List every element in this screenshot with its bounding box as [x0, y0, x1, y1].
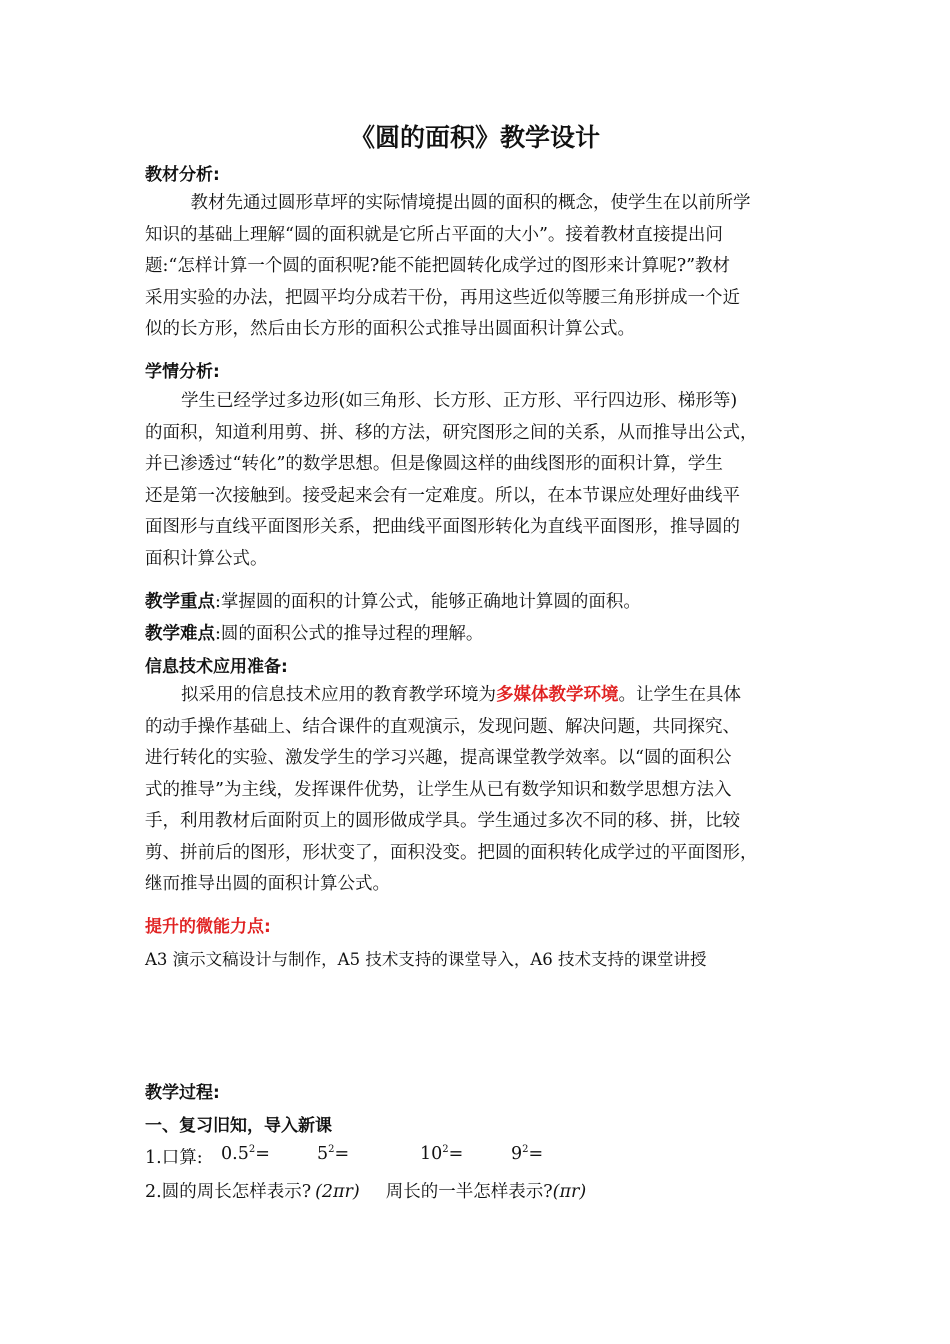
textbook-analysis-heading: 教材分析: [145, 165, 220, 185]
document-title: 《圆的面积》教学设计 [349, 123, 600, 152]
calc-equals: = [334, 1144, 350, 1164]
it-preparation-heading: 信息技术应用准备: [145, 657, 288, 677]
paragraph-line: 学生已经学过多边形(如三角形、长方形、正方形、平行四边形、梯形等) [181, 391, 738, 411]
paragraph-line: 剪、拼前后的图形，形状变了，面积没变。把圆的面积转化成学过的平面图形， [145, 842, 758, 863]
paragraph-line: 的面积，知道利用剪、拼、移的方法，研究图形之间的关系，从而推导出公式， [145, 422, 758, 443]
calc-equals: = [255, 1144, 270, 1164]
circumference-question-line [145, 1178, 586, 1203]
it-preparation-paragraph [145, 680, 805, 901]
paragraph-line: 面图形与直线平面图形关系，把曲线平面图形转化为直线平面图形，推导圆的 [145, 517, 740, 537]
half-circumference-answer: (πr) [552, 1182, 587, 1202]
process-heading: 教学过程: [145, 1083, 220, 1103]
key-point-label: 教学重点 [145, 592, 215, 612]
paragraph-line [145, 680, 805, 712]
paragraph-line: 式的推导”为主线，发挥课件优势，让学生从已有数学知识和数学思想方法入 [145, 779, 732, 800]
calc-item [420, 1144, 463, 1164]
paragraph-line: 手，利用教材后面附页上的圆形做成学具。学生通过多次不同的移、拼，比较 [145, 811, 740, 831]
mental-calc-line [145, 1144, 745, 1170]
paragraph-line: 面积计算公式。 [145, 548, 268, 569]
paragraph-line: 进行转化的实验、激发学生的学习兴趣，提高课堂教学效率。以“圆的面积公 [145, 748, 732, 768]
paragraph-line: 似的长方形，然后由长方形的面积公式推导出圆面积计算公式。 [145, 319, 635, 339]
calc-item [221, 1144, 270, 1164]
calc-prefix: 1.口算: [145, 1148, 203, 1168]
paragraph-line: 的动手操作基础上、结合课件的直观演示，发现问题、解决问题，共同探究、 [145, 716, 740, 737]
calc-base: 9 [511, 1144, 523, 1164]
calc-exponent: 2 [442, 1144, 449, 1156]
paragraph-line: 还是第一次接触到。接受起来会有一定难度。所以，在本节课应处理好曲线平 [145, 485, 740, 506]
paragraph-line: 并已渗透过“转化”的数学思想。但是像圆这样的曲线图形的面积计算，学生 [145, 454, 723, 474]
difficult-point-line [145, 620, 483, 645]
calc-equals: = [448, 1144, 464, 1164]
calc-base: 5 [317, 1144, 329, 1164]
key-point-text: :掌握圆的面积的计算公式，能够正确地计算圆的面积。 [215, 592, 641, 612]
paragraph-line: 题:“怎样计算一个圆的面积呢?能不能把圆转化成学过的图形来计算呢?”教材 [145, 256, 731, 276]
calc-exponent: 2 [248, 1144, 256, 1156]
calc-base: 10 [420, 1144, 443, 1164]
student-analysis-heading: 学情分析: [145, 362, 220, 382]
circumference-answer: (2πr) [315, 1182, 360, 1202]
calc-base: 0.5 [221, 1144, 249, 1164]
half-circumference-question: 周长的一半怎样表示? [385, 1182, 553, 1202]
highlight-multimedia-environment: 多媒体教学环境 [496, 685, 619, 705]
paragraph-line: 教材先通过圆形草坪的实际情境提出圆的面积的概念，使学生在以前所学 [173, 193, 751, 213]
it-line-suffix: 。让学生在具体 [618, 685, 741, 705]
paragraph-line: 知识的基础上理解“圆的面积就是它所占平面的大小”。接着教材直接提出问 [145, 224, 723, 245]
calc-exponent: 2 [522, 1144, 529, 1156]
it-line-prefix: 拟采用的信息技术应用的教育教学环境为 [181, 685, 496, 705]
student-analysis-paragraph [145, 386, 805, 575]
key-point-line [145, 588, 641, 613]
difficult-point-text: :圆的面积公式的推导过程的理解。 [215, 624, 484, 644]
calc-item [511, 1144, 543, 1164]
calc-equals: = [528, 1144, 544, 1164]
skills-heading: 提升的微能力点: [145, 917, 271, 937]
circumference-question: 2.圆的周长怎样表示? [145, 1182, 312, 1202]
paragraph-line: 采用实验的办法，把圆平均分成若干份，再用这些近似等腰三角形拼成一个近 [145, 287, 740, 308]
section-review-heading: 一、复习旧知，导入新课 [145, 1116, 332, 1136]
skills-text: A3 演示文稿设计与制作，A5 技术支持的课堂导入，A6 技术支持的课堂讲授 [145, 950, 707, 969]
calc-item [317, 1144, 349, 1164]
difficult-point-label: 教学难点 [145, 624, 215, 644]
paragraph-line: 继而推导出圆的面积计算公式。 [145, 874, 390, 894]
calc-exponent: 2 [328, 1144, 335, 1156]
textbook-analysis-paragraph [145, 188, 805, 346]
